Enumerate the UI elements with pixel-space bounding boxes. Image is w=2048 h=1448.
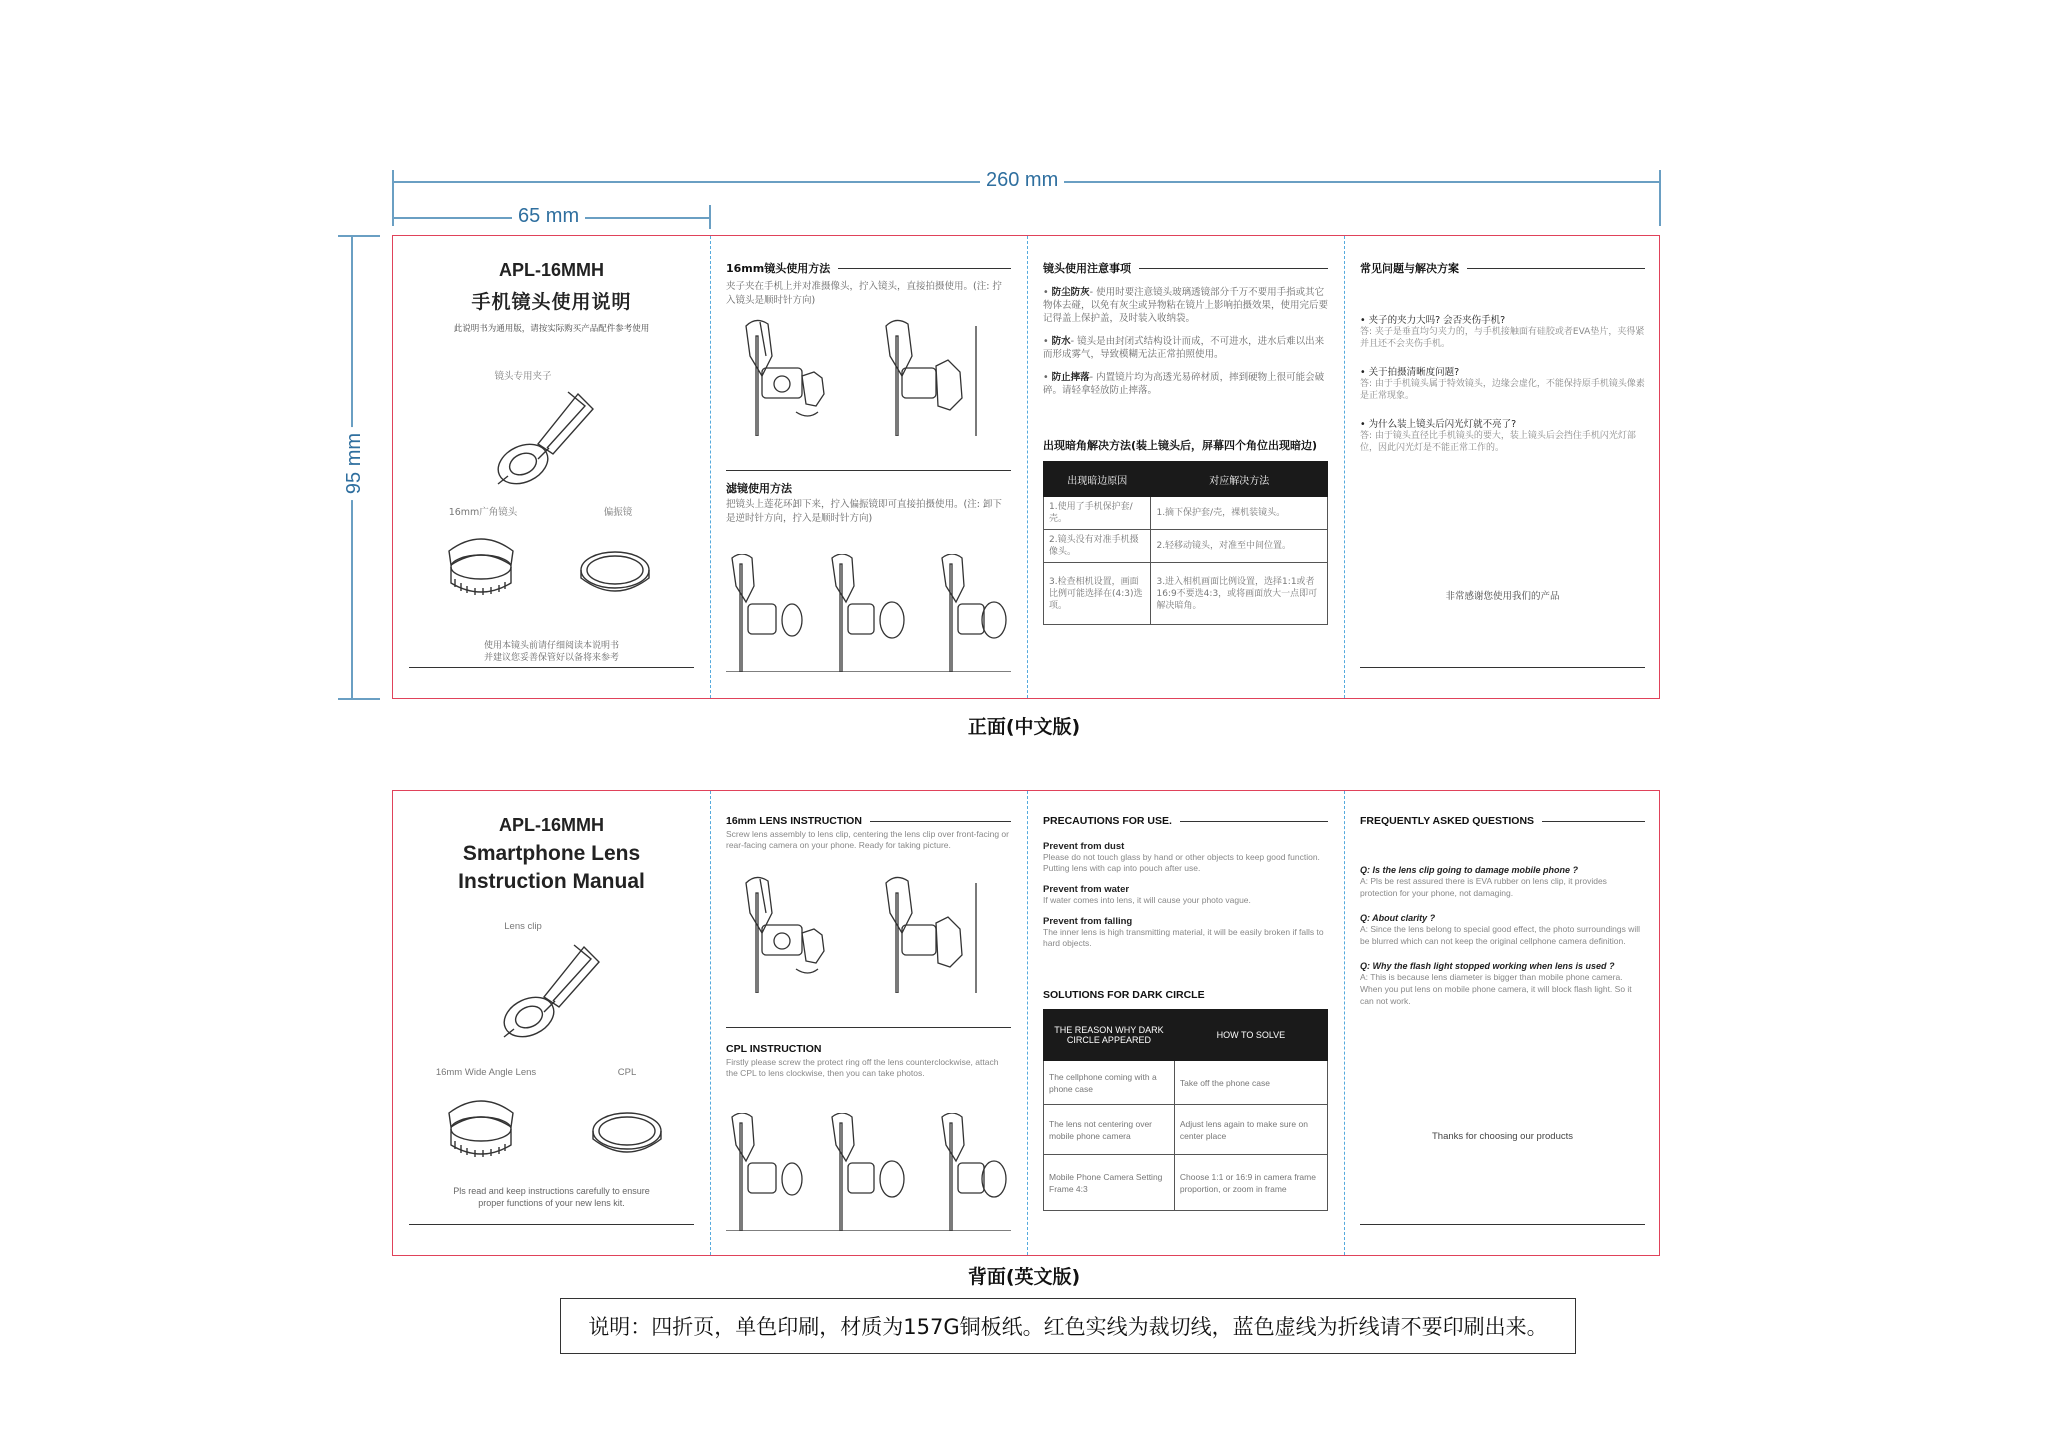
filter-mount-diagram: [726, 1113, 1011, 1231]
filter-mount-diagram: [726, 554, 1011, 672]
section-heading-precautions: 镜头使用注意事项: [1043, 260, 1328, 276]
precaution-item: Prevent from dust Please do not touch glass by hand or other objects to keep good function. Putting lens with cap into pouch after use.: [1043, 841, 1320, 873]
panel-width-dimension-label: 65 mm: [512, 205, 585, 228]
back-caption: 背面(英文版): [967, 1266, 1081, 1288]
cpl-filter-illustration: [589, 1109, 665, 1161]
cpl-label: CPL: [617, 1067, 637, 1078]
back-sheet: [392, 790, 1660, 1256]
cover-footer: Pls read and keep instructions carefully to ensure proper functions of your new lens kit.: [453, 1186, 650, 1208]
cover-note: 此说明书为通用版，请按实际购买产品配件参考使用: [453, 324, 650, 334]
divider: [726, 470, 1011, 471]
precaution-item: Prevent from falling The inner lens is high transmitting material, it will be easily broken if falls to hard objects.: [1043, 916, 1324, 948]
section-heading-faq: FREQUENTLY ASKED QUESTIONS: [1360, 815, 1645, 827]
front-sheet: [392, 235, 1660, 699]
lens-usage-text: Screw lens assembly to lens clip, centering the lens clip over front-facing or rear-facing camera on your phone. Ready for taking picture.: [726, 829, 1009, 850]
cpl-filter-illustration: [577, 548, 653, 600]
front-cover-panel: [393, 236, 710, 698]
wide-lens-illustration: [441, 1093, 521, 1165]
section-heading-filter: 滤镜使用方法: [726, 482, 792, 495]
faq-item: Q: About clarity ? A: Since the lens belong to special good effect, the photo surroundings will be blurred which can not keep the original cellphone camera definition.: [1360, 913, 1641, 946]
model-number: APL-16MMH: [498, 815, 604, 835]
lens-clip-illustration: [489, 937, 609, 1047]
cpl-usage-text: Firstly please screw the protect ring off the lens counterclockwise, attach the CPL to lens clockwise, then you can take photos.: [726, 1057, 999, 1078]
lens-mount-diagram: [726, 873, 1011, 993]
section-heading-lens: 16mm镜头使用方法: [726, 260, 1011, 276]
front-precautions-panel: [1027, 236, 1344, 698]
cover-footer: 使用本镜头前请仔细阅读本说明书 并建议您妥善保管好以备将来参考: [483, 641, 619, 663]
model-number: APL-16MMH: [498, 260, 604, 280]
table-header-row: THE REASON WHY DARK CIRCLE APPEARED HOW TO SOLVE: [1044, 1010, 1328, 1061]
table-row: 1.使用了手机保护套/壳。 1.摘下保护套/壳，裸机装镜头。: [1044, 497, 1328, 530]
dark-circle-table: [1043, 1009, 1328, 1211]
front-caption: 正面(中文版): [967, 716, 1081, 738]
clip-label: Lens clip: [504, 921, 542, 932]
lens-clip-illustration: [483, 384, 603, 494]
wide-lens-illustration: [441, 531, 521, 603]
section-heading-precautions: PRECAUTIONS FOR USE.: [1043, 815, 1328, 827]
table-row: 3.检查相机设置，画面比例可能选择在(4:3)选项。 3.进入相机画面比例设置，选择1:1或者16:9不要选4:3，或将画面放大一点即可解决暗角。: [1044, 563, 1328, 625]
precaution-item: • 防止摔落- 内置镜片均为高透光易碎材质，摔到硬物上很可能会破碎。请轻拿轻放防止摔落。: [1043, 372, 1325, 396]
wide-lens-label: 16mm Wide Angle Lens: [435, 1067, 537, 1078]
back-precautions-panel: [1027, 791, 1344, 1255]
print-notice-box: [560, 1298, 1576, 1354]
bottom-rule: [1360, 667, 1645, 668]
precaution-item: Prevent from water If water comes into lens, it will cause your photo vague.: [1043, 884, 1251, 905]
lens-usage-text: 夹子夹在手机上并对准摄像头，拧入镜头，直接拍摄使用。(注: 拧入镜头是顺时针方向): [726, 281, 1002, 306]
table-row: 2.镜头没有对准手机摄像头。 2.轻移动镜头，对准至中间位置。: [1044, 530, 1328, 563]
cover-title: Smartphone Lens Instruction Manual: [458, 842, 645, 893]
back-cover-panel: [393, 791, 710, 1255]
section-heading-cpl: CPL INSTRUCTION: [726, 1043, 822, 1055]
dark-corner-table-title: 出现暗角解决方法(装上镜头后，屏幕四个角位出现暗边): [1043, 439, 1318, 452]
wide-lens-label: 16mm广角镜头: [448, 507, 518, 518]
filter-usage-text: 把镜头上莲花环卸下来，拧入偏振镜即可直接拍摄使用。(注: 卸下是逆时针方向，拧入是顺时针方向): [726, 499, 1002, 524]
lens-mount-diagram: [726, 316, 1011, 436]
faq-item: • 为什么装上镜头后闪光灯就不亮了? 答: 由于镜头直径比手机镜头的要大，装上镜头后会挡住手机闪光灯部位，因此闪光灯是不能正常工作的。: [1360, 419, 1636, 453]
faq-item: Q: Is the lens clip going to damage mobile phone ? A: Pls be rest assured there is EVA rubber on lens clip, it provides protection for your phone, not damaging.: [1360, 865, 1607, 898]
clip-label: 镜头专用夹子: [494, 371, 552, 382]
section-heading-faq: 常见问题与解决方案: [1360, 260, 1645, 276]
faq-item: • 关于拍摄清晰度问题? 答: 由于手机镜头属于特效镜头，边缘会虚化，不能保持原手机镜头像素是正常现象。: [1360, 367, 1645, 401]
height-dimension-label: 95 mm: [343, 427, 366, 500]
table-header-row: 出现暗边原因 对应解决方法: [1044, 462, 1328, 497]
table-row: The lens not centering over mobile phone camera Adjust lens again to make sure on center place: [1044, 1105, 1328, 1155]
back-faq-panel: [1344, 791, 1661, 1255]
divider: [726, 1027, 1011, 1028]
table-row: The cellphone coming with a phone case Take off the phone case: [1044, 1061, 1328, 1105]
front-usage-panel: [710, 236, 1027, 698]
section-heading-lens: 16mm LENS INSTRUCTION: [726, 815, 1011, 827]
dark-corner-table: [1043, 461, 1328, 625]
faq-item: Q: Why the flash light stopped working when lens is used ? A: This is because lens diameter is bigger than mobile phone camera. When you put lens on mobile phone camera, it will block flash light. So it can not work.: [1360, 961, 1632, 1006]
back-usage-panel: [710, 791, 1027, 1255]
bottom-rule: [409, 667, 694, 668]
bottom-rule: [1360, 1224, 1645, 1225]
bottom-rule: [409, 1224, 694, 1225]
thanks-text: Thanks for choosing our products: [1432, 1131, 1573, 1142]
print-notice-text: 说明：四折页，单色印刷，材质为157G铜板纸。红色实线为裁切线，蓝色虚线为折线请不要印刷出来。: [588, 1315, 1548, 1339]
faq-item: • 夹子的夹力大吗? 会否夹伤手机? 答: 夹子是垂直均匀夹力的，与手机接触面有硅胶或者EVA垫片，夹得紧并且还不会夹伤手机。: [1360, 315, 1645, 349]
precaution-item: • 防尘防灰- 使用时要注意镜头玻璃透镜部分千万不要用手指或其它物体去碰，以免有灰尘或异物粘在镜片上影响拍摄效果，使用完后要记得盖上保护盖，及时装入收纳袋。: [1043, 287, 1329, 324]
front-faq-panel: [1344, 236, 1661, 698]
cover-title: 手机镜头使用说明: [471, 291, 632, 313]
precaution-item: • 防水- 镜头是由封闭式结构设计而成，不可进水，进水后难以出来而形成雾气，导致模糊无法正常拍照使用。: [1043, 336, 1325, 360]
dark-circle-table-title: SOLUTIONS FOR DARK CIRCLE: [1043, 989, 1205, 1001]
table-row: Mobile Phone Camera Setting Frame 4:3 Choose 1:1 or 16:9 in camera frame proportion, or zoom in frame: [1044, 1155, 1328, 1211]
width-dimension-label: 260 mm: [980, 169, 1064, 192]
thanks-text: 非常感谢您使用我们的产品: [1445, 591, 1560, 602]
cpl-label: 偏振镜: [603, 507, 633, 518]
